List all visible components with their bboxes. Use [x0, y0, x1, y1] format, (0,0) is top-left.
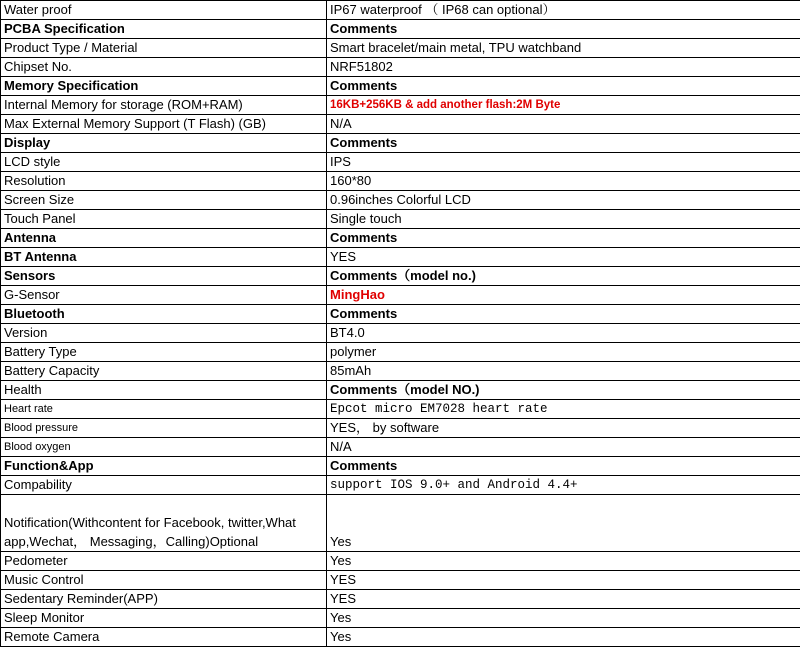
section-header-row	[1, 77, 800, 96]
table-row	[1, 400, 800, 419]
spec-value: support IOS 9.0+ and Android 4.4+	[327, 476, 800, 495]
section-comments: Comments	[327, 305, 800, 324]
spec-value: 0.96inches Colorful LCD	[327, 191, 800, 210]
table-row	[1, 1, 800, 20]
table-row	[1, 476, 800, 495]
section-comments: Comments	[327, 134, 800, 153]
section-title: Display	[1, 134, 327, 153]
section-header-row	[1, 305, 800, 324]
spec-value: IPS	[327, 153, 800, 172]
spec-label: Water proof	[1, 1, 327, 20]
section-header-row	[1, 134, 800, 153]
spec-value: Yes	[327, 495, 800, 552]
table-row	[1, 438, 800, 457]
spec-label: Battery Type	[1, 343, 327, 362]
spec-label: Remote Camera	[1, 628, 327, 647]
spec-value: Single touch	[327, 210, 800, 229]
table-row	[1, 58, 800, 77]
spec-label: Blood pressure	[1, 419, 327, 438]
spec-value: Smart bracelet/main metal, TPU watchband	[327, 39, 800, 58]
spec-label: LCD style	[1, 153, 327, 172]
section-title: Sensors	[1, 267, 327, 286]
table-row	[1, 571, 800, 590]
spec-label: Touch Panel	[1, 210, 327, 229]
section-comments: Comments（model NO.)	[327, 381, 800, 400]
spec-value: polymer	[327, 343, 800, 362]
spec-label: BT Antenna	[1, 248, 327, 267]
spec-label: Blood oxygen	[1, 438, 327, 457]
spec-label: Heart rate	[1, 400, 327, 419]
table-row	[1, 153, 800, 172]
table-row	[1, 248, 800, 267]
table-row	[1, 628, 800, 647]
spec-value: Yes	[327, 628, 800, 647]
spec-value: YES， by software	[327, 419, 800, 438]
table-row	[1, 191, 800, 210]
spec-value: NRF51802	[327, 58, 800, 77]
spec-label: Compability	[1, 476, 327, 495]
table-row	[1, 286, 800, 305]
spec-label: Notification(Withcontent for Facebook, twitter,What app,Wechat， Messaging，Calling)Optional	[1, 495, 327, 552]
section-title: Function&App	[1, 457, 327, 476]
spec-value: 85mAh	[327, 362, 800, 381]
spec-value: N/A	[327, 115, 800, 134]
spec-label: Internal Memory for storage (ROM+RAM)	[1, 96, 327, 115]
spec-label: Pedometer	[1, 552, 327, 571]
section-comments: Comments	[327, 457, 800, 476]
table-row	[1, 609, 800, 628]
spec-value: 16KB+256KB & add another flash:2M Byte	[327, 96, 800, 115]
spec-label: Product Type / Material	[1, 39, 327, 58]
spec-label: Music Control	[1, 571, 327, 590]
spec-value: N/A	[327, 438, 800, 457]
spec-label: Resolution	[1, 172, 327, 191]
spec-label: Max External Memory Support (T Flash) (GB)	[1, 115, 327, 134]
spec-label: Chipset No.	[1, 58, 327, 77]
spec-label: G-Sensor	[1, 286, 327, 305]
spec-label: Sedentary Reminder(APP)	[1, 590, 327, 609]
spec-value: IP67 waterproof （ IP68 can optional）	[327, 1, 800, 20]
section-title: Memory Specification	[1, 77, 327, 96]
section-header-row	[1, 20, 800, 39]
spec-value: Yes	[327, 552, 800, 571]
table-row	[1, 343, 800, 362]
spec-value: BT4.0	[327, 324, 800, 343]
spec-label: Version	[1, 324, 327, 343]
table-row	[1, 362, 800, 381]
section-comments: Comments	[327, 229, 800, 248]
table-row	[1, 419, 800, 438]
table-row	[1, 552, 800, 571]
section-title: Health	[1, 381, 327, 400]
section-title: Antenna	[1, 229, 327, 248]
spec-value: 160*80	[327, 172, 800, 191]
section-header-row	[1, 267, 800, 286]
section-comments: Comments（model no.)	[327, 267, 800, 286]
table-row	[1, 39, 800, 58]
section-comments: Comments	[327, 20, 800, 39]
table-row	[1, 210, 800, 229]
table-row	[1, 590, 800, 609]
section-comments: Comments	[327, 77, 800, 96]
section-header-row	[1, 381, 800, 400]
spec-value: YES	[327, 571, 800, 590]
spec-value: Epcot micro EM7028 heart rate	[327, 400, 800, 419]
table-row	[1, 495, 800, 552]
section-title: PCBA Specification	[1, 20, 327, 39]
section-header-row	[1, 229, 800, 248]
section-title: Bluetooth	[1, 305, 327, 324]
spec-value: MingHao	[327, 286, 800, 305]
spec-value: YES	[327, 248, 800, 267]
table-row	[1, 172, 800, 191]
spec-value: Yes	[327, 609, 800, 628]
spec-label: Battery Capacity	[1, 362, 327, 381]
spec-label: Screen Size	[1, 191, 327, 210]
section-header-row	[1, 457, 800, 476]
spec-value: YES	[327, 590, 800, 609]
spec-label: Sleep Monitor	[1, 609, 327, 628]
table-row	[1, 115, 800, 134]
table-row	[1, 324, 800, 343]
table-row	[1, 96, 800, 115]
